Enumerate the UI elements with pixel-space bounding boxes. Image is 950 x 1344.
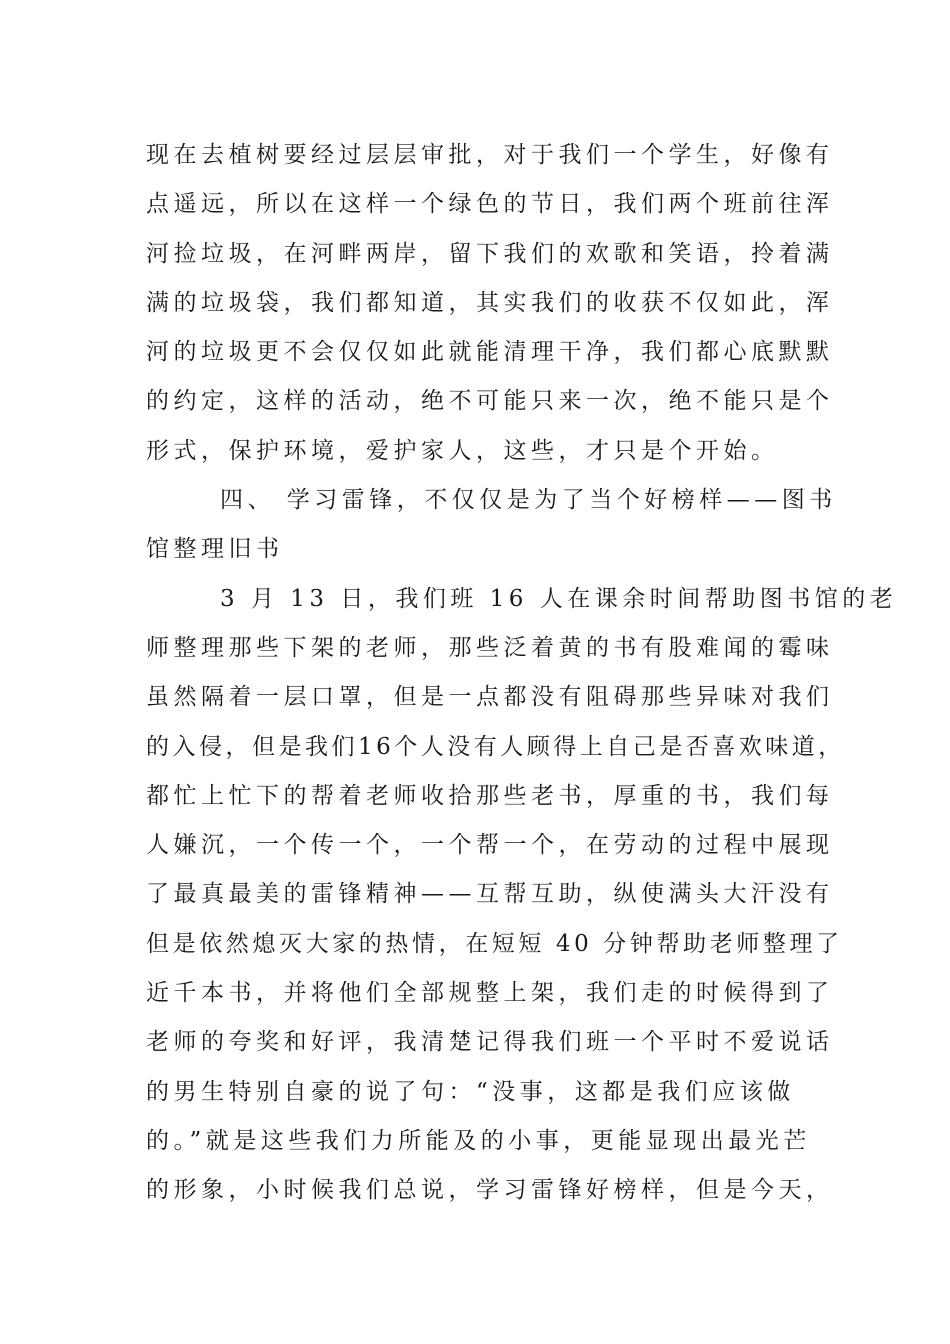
paragraph-line: 师整理那些下架的老师，那些泛着黄的书有股难闻的霉味 [146, 634, 834, 661]
paragraph-line: 了最真最美的雷锋精神——互帮互助，纵使满头大汗没有 [146, 881, 834, 908]
paragraph-line: 老师的夸奖和好评，我清楚记得我们班一个平时不爱说话 [146, 1029, 834, 1056]
paragraph-line: 的。”就是这些我们力所能及的小事，更能显现出最光芒 [146, 1127, 811, 1154]
section-heading-line: 四、 学习雷锋，不仅仅是为了当个好榜样——图书 [220, 487, 837, 514]
paragraph-line: 的入侵，但是我们16个人没有人顾得上自己是否喜欢味道， [146, 733, 845, 760]
paragraph-line: 现在去植树要经过层层审批，对于我们一个学生，好像有 [146, 142, 834, 168]
paragraph-line: 人嫌沉，一个传一个，一个帮一个，在劳动的过程中展现 [146, 832, 834, 859]
paragraph-line: 的约定，这样的活动，绝不可能只来一次，绝不能只是个 [146, 388, 834, 415]
paragraph-line: 河捡垃圾，在河畔两岸，留下我们的欢歌和笑语，拎着满 [146, 240, 834, 267]
paragraph-line: 近千本书，并将他们全部规整上架，我们走的时候得到了 [146, 980, 834, 1007]
paragraph-line: 都忙上忙下的帮着老师收拾那些老书，厚重的书，我们每 [146, 782, 834, 809]
paragraph-line: 但是依然熄灭大家的热情，在短短 40 分钟帮助老师整理了 [146, 930, 843, 957]
paragraph-line: 的男生特别自豪的说了句：“没事，这都是我们应该做 [146, 1078, 795, 1105]
paragraph-line: 河的垃圾更不会仅仅如此就能清理干净，我们都心底默默 [146, 339, 834, 366]
section-heading-line: 馆整理旧书 [146, 536, 284, 563]
paragraph-line: 的形象，小时候我们总说，学习雷锋好榜样，但是今天， [146, 1177, 834, 1204]
paragraph-line: 虽然隔着一层口罩，但是一点都没有阻碍那些异味对我们 [146, 684, 834, 711]
paragraph-line: 点遥远，所以在这样一个绿色的节日，我们两个班前往浑 [146, 191, 834, 218]
paragraph-line: 形式，保护环境，爱护家人，这些，才只是个开始。 [146, 437, 779, 464]
paragraph-line: 满的垃圾袋，我们都知道，其实我们的收获不仅如此，浑 [146, 289, 834, 316]
paragraph-line: 3 月 13 日，我们班 16 人在课余时间帮助图书馆的老 [220, 585, 898, 612]
document-body [146, 131, 898, 1216]
